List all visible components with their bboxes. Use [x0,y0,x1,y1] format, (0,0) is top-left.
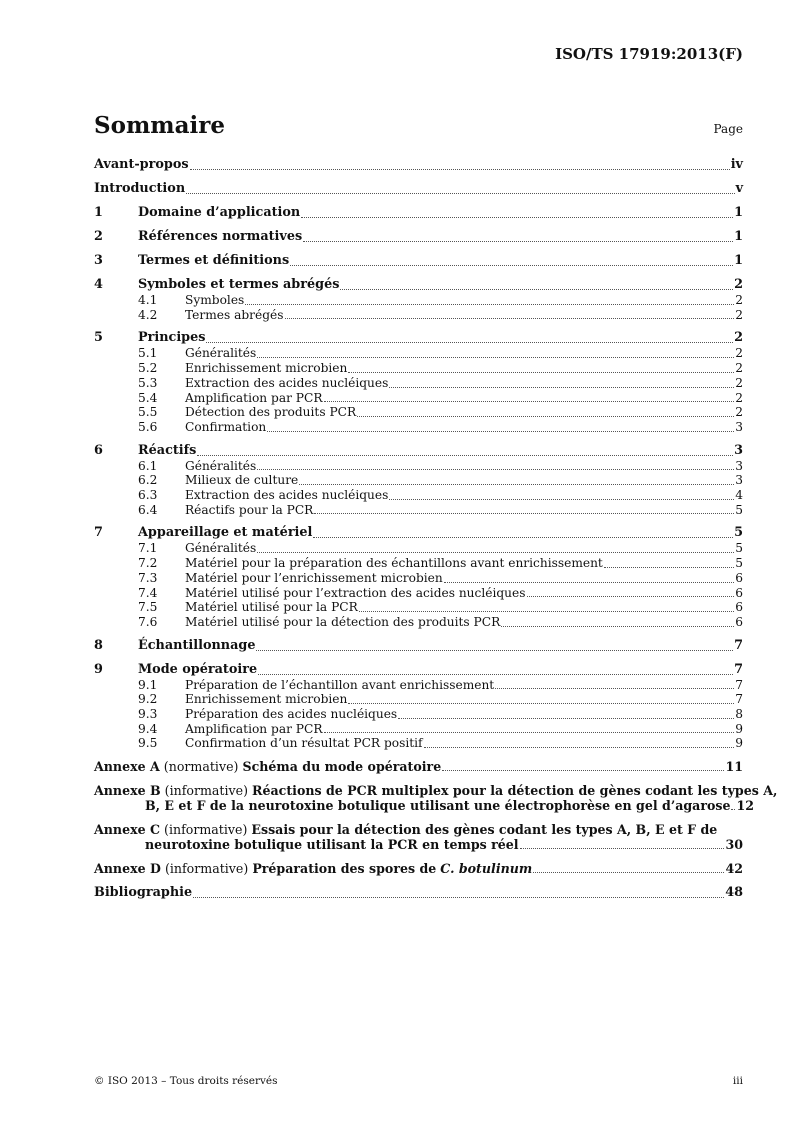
toc-entry-subclause-6.3[interactable] [94,488,743,503]
subclause-number: 7.3 [138,570,158,585]
subclause-title: Confirmation [185,419,267,434]
toc-entry-subclause-9.4[interactable] [94,722,743,737]
toc-entry-subclause-7.3[interactable] [94,571,743,586]
toc-entry-clause-4[interactable] [94,277,743,293]
table-of-contents [94,157,778,901]
dot-leader [299,483,734,485]
dot-leader [197,454,733,456]
clause-number: 7 [94,525,103,541]
toc-entry-page: 6 [735,570,743,585]
subclause-number: 7.2 [138,556,158,571]
dot-leader [501,625,734,627]
subclause-title: Matériel pour la préparation des échantillons avant enrichissement [185,556,603,571]
toc-entry-page: 9 [735,721,743,736]
toc-entry-clause-2[interactable] [94,229,743,245]
toc-entry-title: Introduction [94,181,186,196]
dot-leader [389,498,734,500]
subclause-title: Matériel utilisé pour l’extraction des acides nucléiques [185,585,526,600]
toc-entry-page: 42 [725,861,743,877]
toc-entry-page: v [735,181,743,196]
toc-entry-subclause-7.1[interactable] [94,541,743,556]
annex-label: Annexe B [94,783,161,799]
toc-entry-clause-5[interactable] [94,330,743,346]
toc-entry-page: 2 [735,346,743,361]
page-number: iii [732,1075,743,1087]
dot-leader [604,566,734,568]
toc-entry-subclause-7.2[interactable] [94,556,743,571]
toc-entry-page: 5 [734,525,743,541]
toc-entry-page: 5 [735,556,743,571]
dot-leader [359,610,734,612]
toc-entry-page: 3 [735,419,743,434]
clause-title: Mode opératoire [138,661,258,677]
subclause-title: Préparation des acides nucléiques [185,707,398,722]
toc-entry-page: 12 [736,798,754,814]
clause-number: 6 [94,442,103,458]
toc-entry-foreword[interactable] [94,157,743,173]
subclause-title: Réactifs pour la PCR [185,502,314,517]
dot-leader [186,192,734,194]
dot-leader [257,551,734,553]
dot-leader [303,240,733,242]
toc-clauses [94,205,743,759]
toc-entry-page: 48 [725,885,743,901]
annex-type: (informative) [164,861,249,877]
toc-entry-clause-7[interactable] [94,525,743,541]
toc-entry-clause-9[interactable] [94,662,743,678]
subclause-number: 7.4 [138,585,158,600]
toc-entry-subclause-5.1[interactable] [94,346,743,361]
toc-entry-page: iv [730,157,743,172]
subclause-title: Extraction des acides nucléiques [185,488,389,503]
subclause-number: 7.5 [138,600,158,615]
subclause-title: Termes abrégés [185,307,284,322]
toc-entry-page: 3 [735,458,743,473]
clause-title: Références normatives [138,229,303,244]
toc-entry-subclause-9.5[interactable] [94,736,743,751]
subclause-title: Enrichissement microbien [185,361,348,376]
subclause-title: Matériel pour l’enrichissement microbien [185,570,443,585]
subclause-title: Généralités [185,541,257,556]
toc-entry-page: 3 [735,473,743,488]
document-id: ISO/TS 17919:2013(F) [555,45,743,63]
dot-leader [206,341,733,343]
toc-heading [94,112,743,139]
annex-type: (informative) [164,783,249,799]
toc-entry-page: 2 [735,375,743,390]
toc-entry-title: Bibliographie [94,885,193,901]
subclause-title: Milieux de culture [185,473,299,488]
toc-entry-page: 7 [735,692,743,707]
clause-number: 4 [94,277,103,292]
clause-number: 9 [94,661,103,677]
toc-entry-subclause-9.3[interactable] [94,707,743,722]
subclause-title: Extraction des acides nucléiques [185,375,389,390]
clause-title: Symboles et termes abrégés [138,277,340,292]
toc-entry-page: 3 [734,442,743,458]
subclause-number: 5.4 [138,390,158,405]
dot-leader [190,168,730,170]
clause-number: 2 [94,229,103,244]
subclause-number: 5.5 [138,405,158,420]
toc-entry-page: 2 [735,361,743,376]
subclause-number: 5.2 [138,361,158,376]
toc-entry-clause-3[interactable] [94,253,743,269]
clause-title: Appareillage et matériel [138,525,313,541]
toc-entry-bibliography[interactable] [94,885,743,901]
annex-title: Préparation des spores de [252,861,437,877]
dot-leader [324,400,735,402]
subclause-title: Amplification par PCR [185,390,323,405]
subclause-number: 9.1 [138,677,158,692]
subclause-number: 7.6 [138,614,158,629]
toc-entry-page: 5 [735,502,743,517]
annex-label: Annexe A [94,759,160,775]
toc-entry-page: 2 [735,307,743,322]
toc-entry-annex-a[interactable] [94,759,743,774]
toc-entry-page: 2 [735,390,743,405]
toc-entry-subclause-4.1[interactable] [94,293,743,308]
annex-label: Annexe D [94,861,161,877]
annex-title-line2: B, E et F de la neurotoxine botulique utilisant une électrophorèse en gel d’agarose [145,798,731,814]
annex-label: Annexe C [94,822,161,838]
toc-entry-subclause-6.1[interactable] [94,459,743,474]
copyright-notice: © ISO 2013 – Tous droits réservés [94,1075,278,1087]
subclause-number: 5.6 [138,419,158,434]
toc-entry-subclause-5.2[interactable] [94,361,743,376]
toc-entry-subclause-7.5[interactable] [94,600,743,615]
annex-title: Schéma du mode opératoire [242,759,442,775]
toc-entry-page: 5 [735,541,743,556]
subclause-number: 6.4 [138,502,158,517]
clause-title: Échantillonnage [138,637,256,653]
toc-entry-page: 9 [735,736,743,751]
toc-entry-subclause-9.2[interactable] [94,692,743,707]
toc-entry-page: 30 [725,837,743,853]
dot-leader [731,808,735,810]
toc-entry-subclause-7.6[interactable] [94,615,743,630]
clause-title: Domaine d’application [138,205,301,220]
toc-entry-annex-b[interactable] [94,783,778,814]
toc-entry-clause-6[interactable] [94,443,743,459]
toc-entry-subclause-5.5[interactable] [94,405,743,420]
dot-leader [245,303,734,305]
subclause-title: Confirmation d’un résultat PCR positif [185,736,423,751]
toc-entry-page: 7 [734,637,743,653]
dot-leader [398,717,734,719]
clause-title: Termes et définitions [138,253,290,268]
dot-leader [267,430,734,432]
toc-entry-page: 7 [735,677,743,692]
subclause-title: Enrichissement microbien [185,692,348,707]
subclause-number: 9.4 [138,721,158,736]
toc-entry-page: 1 [734,229,743,244]
toc-entry-annex-d[interactable] [94,861,743,876]
subclause-number: 5.3 [138,375,158,390]
toc-entry-page: 2 [734,330,743,346]
toc-entry-page: 11 [725,759,743,775]
toc-entry-subclause-6.2[interactable] [94,473,743,488]
subclause-title: Généralités [185,346,257,361]
dot-leader [256,649,733,651]
toc-entry-page: 2 [735,405,743,420]
dot-leader [520,847,725,849]
dot-leader [257,468,734,470]
dot-leader [424,746,735,748]
toc-entry-subclause-6.4[interactable] [94,503,743,518]
dot-leader [257,356,734,358]
dot-leader [348,371,734,373]
toc-page-column-label: Page [713,122,743,136]
dot-leader [193,896,724,898]
dot-leader [527,595,735,597]
dot-leader [301,216,733,218]
dot-leader [533,871,724,873]
clause-number: 5 [94,330,103,346]
clause-title: Réactifs [138,442,197,458]
toc-entry-page: 6 [735,585,743,600]
annex-title-line2: neurotoxine botulique utilisant la PCR en temps réel [145,837,519,853]
annex-type: (normative) [163,759,239,775]
subclause-number: 7.1 [138,541,158,556]
dot-leader [495,687,734,689]
toc-entry-subclause-5.4[interactable] [94,391,743,406]
toc-entry-page: 8 [735,707,743,722]
toc-entry-page: 1 [734,205,743,220]
toc-entry-page: 4 [735,488,743,503]
toc-entry-page: 2 [734,277,743,292]
toc-entry-subclause-5.6[interactable] [94,420,743,435]
subclause-title: Détection des produits PCR [185,405,357,420]
subclause-number: 9.5 [138,736,158,751]
subclause-number: 6.1 [138,458,158,473]
toc-entry-introduction[interactable] [94,181,743,197]
dot-leader [348,702,734,704]
subclause-title: Symboles [185,293,245,307]
toc-entry-subclause-4.2[interactable] [94,308,743,323]
dot-leader [442,769,724,771]
dot-leader [290,264,733,266]
subclause-title: Généralités [185,458,257,473]
dot-leader [313,536,733,538]
dot-leader [314,512,734,514]
toc-entry-page: 7 [734,661,743,677]
annex-title-italic: C. botulinum [440,861,533,877]
toc-entry-annex-c[interactable] [94,822,743,852]
subclause-number: 5.1 [138,346,158,361]
toc-title: Sommaire [94,112,226,139]
subclause-title: Amplification par PCR [185,721,323,736]
toc-entry-clause-8[interactable] [94,638,743,654]
subclause-number: 9.3 [138,707,158,722]
subclause-number: 6.3 [138,488,158,503]
toc-entry-page: 6 [735,614,743,629]
clause-number: 8 [94,637,103,653]
annex-title-line1: Réactions de PCR multiplex pour la détection de gènes codant les types A, [252,783,778,799]
dot-leader [285,317,735,319]
toc-entry-page: 1 [734,253,743,268]
dot-leader [340,288,733,290]
toc-entry-title: Avant-propos [94,157,189,172]
toc-entry-page: 6 [735,600,743,615]
clause-number: 3 [94,253,103,268]
clause-title: Principes [138,330,206,346]
clause-number: 1 [94,205,103,220]
subclause-number: 9.2 [138,692,158,707]
dot-leader [389,386,734,388]
dot-leader [258,673,733,675]
dot-leader [357,415,734,417]
toc-entry-subclause-5.3[interactable] [94,376,743,391]
subclause-number: 4.2 [138,307,158,322]
subclause-number: 6.2 [138,473,158,488]
subclause-title: Préparation de l’échantillon avant enrichissement [185,677,495,692]
toc-entry-clause-1[interactable] [94,205,743,221]
subclause-title: Matériel utilisé pour la détection des produits PCR [185,614,501,629]
dot-leader [324,731,735,733]
page-footer [94,1075,743,1087]
toc-entry-subclause-9.1[interactable] [94,678,743,693]
subclause-title: Matériel utilisé pour la PCR [185,600,358,615]
annex-title-line1: Essais pour la détection des gènes codant les types A, B, E et F de [251,822,718,838]
toc-entry-page: 2 [735,293,743,307]
toc-entry-subclause-7.4[interactable] [94,586,743,601]
annex-type: (informative) [164,822,248,838]
dot-leader [444,581,735,583]
subclause-number: 4.1 [138,293,158,307]
